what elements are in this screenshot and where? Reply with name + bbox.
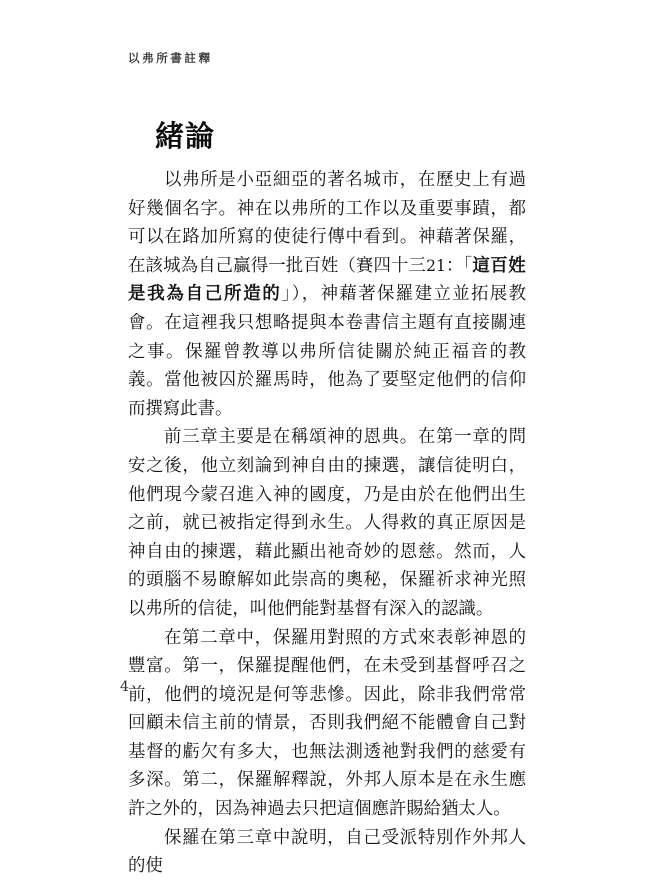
body-text-block bbox=[128, 166, 526, 881]
text-run: 保羅在第三章中說明，自己受派特別作外邦人的使 bbox=[128, 827, 526, 877]
scripture-quotation: 這百姓是我為自己所造的 bbox=[128, 255, 526, 305]
paragraph-2 bbox=[128, 423, 526, 623]
text-run: 在第二章中，保羅用對照的方式來表彰神恩的豐富。第一，保羅提醒他們，在未受到基督呼召之前，他們的境況是何等悲慘。因此，除非我們常常回顧未信主前的情景，否則我們絕不能體會自己對基督的虧欠有多大，也無法測透祂對我們的慈愛有多深。第二，保羅解釋說，外邦人原本是在永生應許之外的，因為神過去只把這個應許賜給猶太人。 bbox=[128, 627, 526, 820]
text-run: ：「 bbox=[445, 255, 473, 276]
text-run: 以弗所是小亞細亞的著名城市，在歷史上有過好幾個名字。神在以弗所的工作以及重要事蹟，都可以在路加所寫的使徒行傳中看到。神藉著保羅，在該城為自己贏得一批百姓（賽四十三 bbox=[128, 170, 526, 276]
paragraph-4 bbox=[128, 824, 526, 881]
page-number: 4 bbox=[120, 679, 129, 695]
paragraph-1 bbox=[128, 166, 526, 423]
text-run: 」），神藉著保羅建立並拓展教會。在這裡我只想略提與本卷書信主題有直接關連之事。保羅曾教導以弗所信徒關於純正福音的教義。當他被囚於羅馬時，他為了要堅定他們的信仰而撰寫此書。 bbox=[128, 284, 526, 419]
verse-number: 21 bbox=[426, 256, 446, 275]
running-header: 以弗所書註釋 bbox=[128, 51, 213, 65]
text-run: 前三章主要是在稱頌神的恩典。在第一章的問安之後，他立刻論到神自由的揀選，讓信徒明白，他們現今蒙召進入神的國度，乃是由於在他們出生之前，就已被指定得到永生。人得救的真正原因是神自由的揀選，藉此顯出祂奇妙的恩慈。然而，人的頭腦不易瞭解如此崇高的奧秘，保羅祈求神光照以弗所的信徒，叫他們能對基督有深入的認識。 bbox=[128, 427, 526, 619]
paragraph-3 bbox=[128, 624, 526, 824]
page-title: 緒論 bbox=[155, 119, 216, 154]
